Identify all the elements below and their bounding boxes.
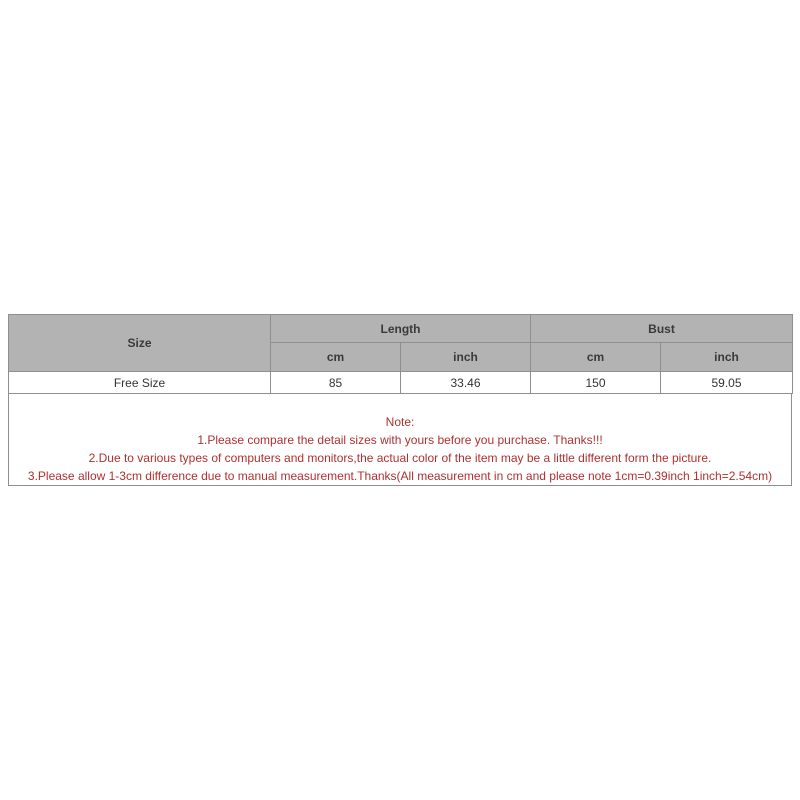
size-chart: [8, 314, 792, 486]
note-heading: Note:: [385, 415, 415, 429]
table-row: [9, 372, 793, 394]
length-inch-header: inch: [401, 343, 531, 372]
length-group-header: Length: [271, 315, 531, 343]
note-line-3: 3.Please allow 1-3cm difference due to manual measurement.Thanks(All measurement in cm and please note 1cm=0.39inch 1inch=2.54cm): [27, 469, 773, 483]
length-inch-cell: 33.46: [401, 372, 531, 394]
header-row-groups: [9, 315, 793, 343]
note-line-2: 2.Due to various types of computers and monitors,the actual color of the item may be a little different form the picture.: [88, 451, 712, 465]
bust-cm-cell: 150: [531, 372, 661, 394]
size-cell: Free Size: [9, 372, 271, 394]
length-cm-header: cm: [271, 343, 401, 372]
bust-inch-header: inch: [661, 343, 793, 372]
note-line-1: 1.Please compare the detail sizes with yours before you purchase. Thanks!!!: [197, 433, 603, 447]
size-table: [8, 314, 793, 394]
size-column-header: Size: [9, 315, 271, 372]
bust-inch-cell: 59.05: [661, 372, 793, 394]
notes-box: [8, 394, 792, 486]
bust-group-header: Bust: [531, 315, 793, 343]
bust-cm-header: cm: [531, 343, 661, 372]
length-cm-cell: 85: [271, 372, 401, 394]
